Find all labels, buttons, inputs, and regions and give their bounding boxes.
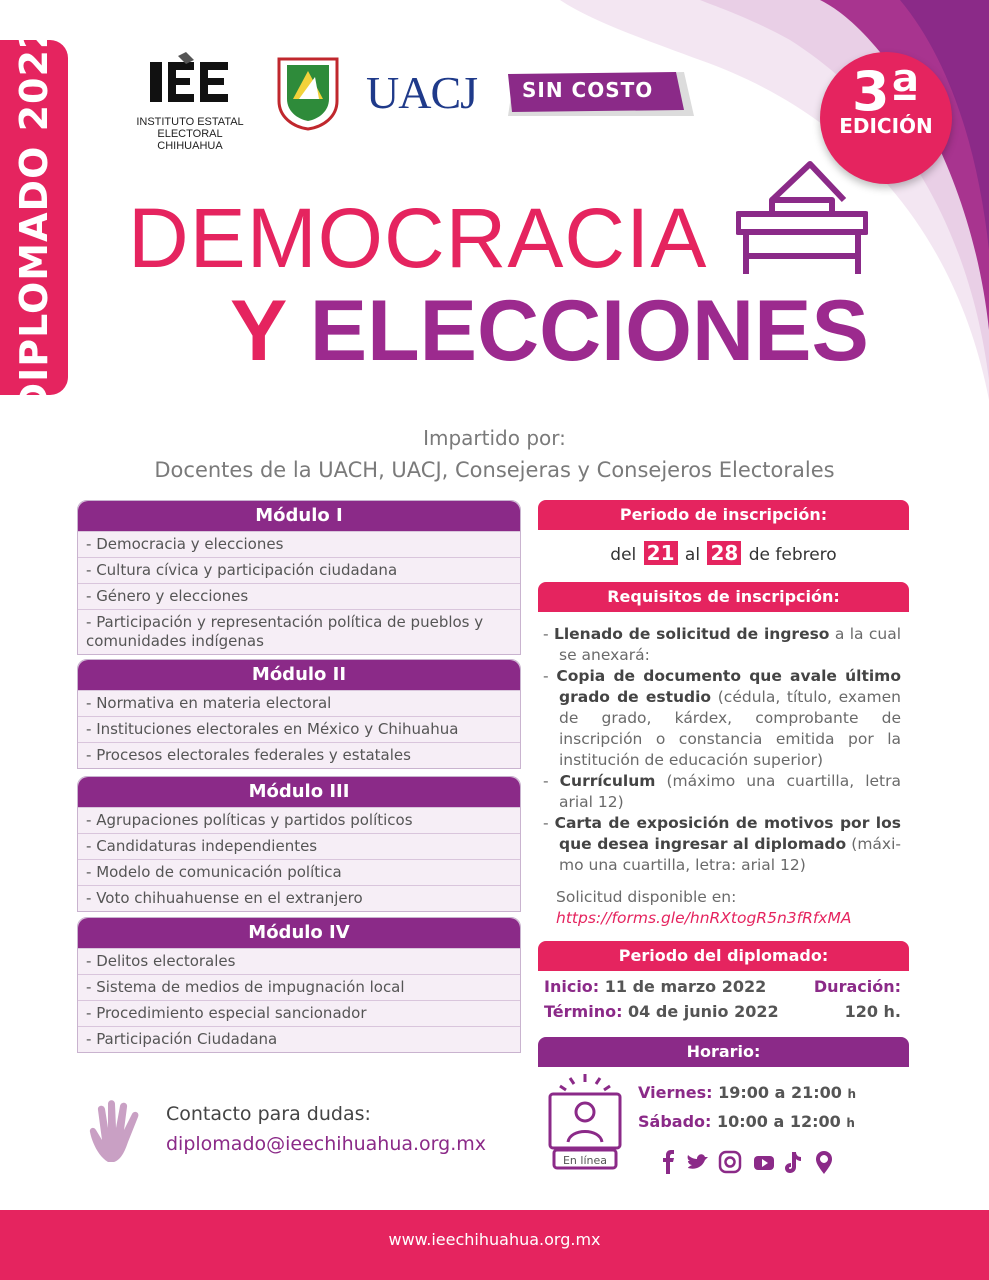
solicitud-link[interactable]: https://forms.gle/hnRXtogR5n3fRfxMA [556, 909, 852, 927]
social-icons [656, 1148, 846, 1176]
module-3 [77, 776, 521, 912]
requisito-rest: (cédula, título, examen de grado, kárdex, comprobante de inscripción o constancia emitida por la institución de educación superior) [559, 688, 901, 769]
module-item: - Género y elecciones [78, 583, 520, 609]
module-item: - Instituciones electorales en México y Chihuahua [78, 716, 520, 742]
module-1 [77, 500, 521, 655]
duracion-value: 120 h. [844, 1002, 901, 1021]
footer-bar [0, 1210, 989, 1280]
iee-logo [150, 52, 230, 107]
instagram-icon [720, 1152, 740, 1172]
module-item: - Democracia y elecciones [78, 531, 520, 557]
module-item: - Voto chihuahuense en el extranjero [78, 885, 520, 911]
sin-costo-badge [508, 72, 698, 116]
requisito-item: - Carta de exposición de motivos por los que desea ingresar al diplomado (máxi-mo una cuartilla, letra: arial 12) [543, 814, 901, 874]
iee-name-line1: INSTITUTO ESTATAL ELECTORAL [136, 116, 244, 140]
iee-logo-text [110, 116, 270, 152]
computer-user-icon [546, 1072, 624, 1170]
tiktok-icon [785, 1152, 801, 1173]
module-item: - Cultura cívica y participación ciudadana [78, 557, 520, 583]
termino-date: 04 de junio 2022 [628, 1002, 779, 1021]
sabado-unit: h [846, 1116, 855, 1130]
viernes-unit: h [847, 1087, 856, 1101]
requisito-bold: Currículum [559, 772, 656, 790]
en-linea-label: En línea [562, 1154, 608, 1167]
hand-icon [88, 1098, 150, 1164]
solicitud-label: Solicitud disponible en: [556, 888, 737, 906]
side-tab-label: DIPLOMADO 2022 [12, 21, 56, 414]
module-title: Módulo I [78, 501, 520, 531]
viernes-label: Viernes: [638, 1083, 713, 1102]
requisito-item: - Llenado de solicitud de ingreso a la cual se anexará: [543, 625, 902, 664]
requisito-rest: a la cual se anexará: [559, 625, 902, 664]
module-title: Módulo IV [78, 918, 520, 948]
module-item: - Procedimiento especial sancionador [78, 1000, 520, 1026]
iee-name-line2: CHIHUAHUA [157, 140, 223, 152]
title-y: Y [230, 283, 286, 379]
module-item: - Normativa en materia electoral [78, 690, 520, 716]
title-line2 [230, 282, 869, 381]
inicio-label: Inicio: [544, 977, 600, 996]
inscripcion-dates [538, 541, 909, 565]
facebook-icon [663, 1150, 674, 1174]
module-item: - Sistema de medios de impugnación local [78, 974, 520, 1000]
dates-start: 21 [644, 541, 678, 565]
dates-del: del [610, 545, 637, 565]
module-item: - Modelo de comunicación política [78, 859, 520, 885]
horario-header: Horario: [538, 1037, 909, 1067]
requisitos-list [543, 624, 901, 876]
side-tab [0, 21, 68, 414]
viernes-row [638, 1083, 856, 1102]
uach-logo [275, 55, 341, 131]
dates-al: al [684, 545, 701, 565]
inscripcion-header: Periodo de inscripción: [538, 500, 909, 530]
uacj-logo: UACJ [366, 67, 478, 118]
impartido-label: Impartido por: [423, 426, 566, 450]
requisitos-header: Requisitos de inscripción: [538, 582, 909, 612]
sin-costo-label: SIN COSTO [522, 78, 654, 102]
dates-month: de febrero [748, 545, 837, 565]
footer-website-link[interactable]: www.ieechihuahua.org.mx [388, 1230, 601, 1249]
module-item: - Procesos electorales federales y estatales [78, 742, 520, 768]
sabado-row [638, 1112, 855, 1131]
requisito-bold: Llenado de solicitud de ingreso [553, 625, 830, 643]
module-item: - Agrupaciones políticas y partidos políticos [78, 807, 520, 833]
requisito-rest: (máxi-mo una cuartilla, letra: arial 12) [559, 835, 901, 874]
module-title: Módulo II [78, 660, 520, 690]
module-4 [77, 917, 521, 1053]
viernes-time: 19:00 a 21:00 [718, 1083, 842, 1102]
twitter-icon [688, 1154, 708, 1169]
module-title: Módulo III [78, 777, 520, 807]
title-elecciones: ELECCIONES [309, 283, 869, 379]
module-item: - Candidaturas independientes [78, 833, 520, 859]
contact-email-link[interactable]: diplomado@ieechihuahua.org.mx [166, 1133, 487, 1155]
title-line1: DEMOCRACIA [128, 191, 708, 285]
location-pin-icon [816, 1151, 832, 1174]
module-item: - Delitos electorales [78, 948, 520, 974]
requisito-bold: Carta de exposición de motivos por los que desea ingresar al diplomado [554, 814, 901, 853]
edition-number: 3ª [851, 60, 921, 123]
inicio-date: 11 de marzo 2022 [604, 977, 767, 996]
requisito-item: - Currículum (máximo una cuartilla, letra arial 12) [543, 772, 901, 811]
contact-label: Contacto para dudas: [166, 1103, 371, 1125]
docentes-text: Docentes de la UACH, UACJ, Consejeras y Consejeros Electorales [154, 458, 835, 482]
sabado-label: Sábado: [638, 1112, 712, 1131]
requisito-bold: Copia de documento que avale último grado de estudio [556, 667, 901, 706]
edition-label: EDICIÓN [839, 114, 933, 138]
requisito-rest: (máximo una cuartilla, letra arial 12) [559, 772, 901, 811]
module-item: - Participación Ciudadana [78, 1026, 520, 1052]
ballot-box-icon [736, 160, 868, 278]
termino-label: Término: [544, 1002, 623, 1021]
module-2 [77, 659, 521, 769]
diplomado-header: Periodo del diplomado: [538, 941, 909, 971]
module-item: - Participación y representación política de pueblos y comunidades indígenas [78, 609, 520, 654]
duracion-label: Duración: [813, 977, 901, 996]
requisito-item: - Copia de documento que avale último grado de estudio (cédula, título, examen de grado, kárdex, comprobante de inscripción o constancia emitida por la institución de educación superior) [543, 667, 901, 769]
dates-end: 28 [707, 541, 741, 565]
sabado-time: 10:00 a 12:00 [717, 1112, 841, 1131]
